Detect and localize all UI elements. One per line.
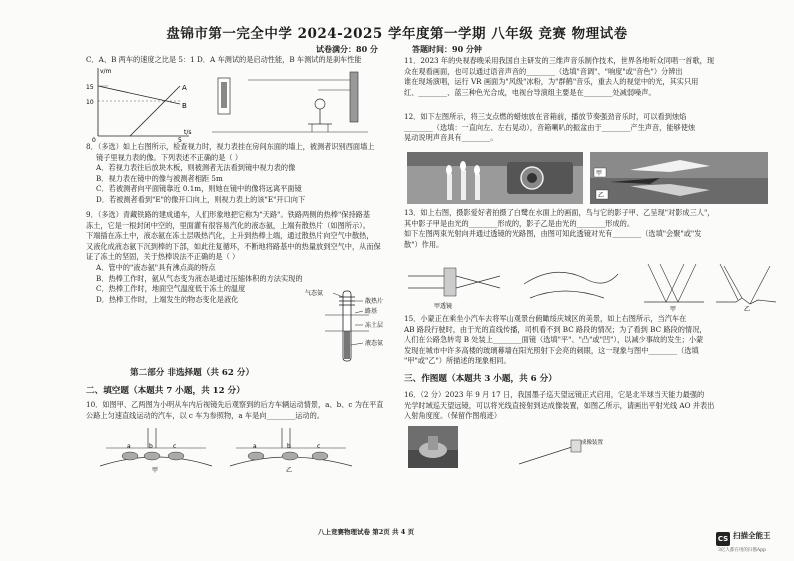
q8-option-b: B．视力表在镜中的像与被测者相距 5m: [96, 173, 223, 183]
telescope-diagram: [515, 432, 615, 468]
label-b: B: [182, 102, 187, 110]
lens-road-figures: [404, 254, 784, 312]
q15-line: 发现在城市中许多高楼的玻璃幕墙在阳光照射下会亮的刺眼，这一现象与图中________（选填: [404, 345, 699, 355]
chart-xlabel: t/s: [184, 129, 192, 136]
label-a: A: [182, 84, 187, 92]
q15-line: 15．小蒙正在乘坐小汽车去将军山观景台俯瞰绥庆城区的美景，如上右图所示，当汽车在: [404, 314, 687, 323]
q9-option-a: A．管中的"液态氨"具有沸点高的特点: [96, 262, 216, 272]
car-label: b: [287, 443, 291, 450]
question-10: [86, 400, 383, 421]
heat-rod-figure: [305, 285, 390, 365]
car-label: c: [173, 443, 177, 450]
question-11: [404, 56, 714, 98]
q8-option-a: A．若视力表往后放块木板，则被测者无法看到镜中视力表的像: [96, 163, 296, 173]
car-label: a: [127, 443, 131, 450]
rod-label-gas: 气态氨: [305, 290, 324, 297]
question-12: [404, 112, 695, 144]
q10-line: 10．如图甲、乙两图为小明从车内后视镜先后观察到的后方车辆运动情景，a、b、c 为在平直: [86, 400, 384, 409]
candles-photo: [407, 152, 583, 204]
mirror-jia: [100, 428, 212, 474]
score-info: 试卷满分：80 分: [316, 44, 378, 54]
q8-line: 镜子里视力表的像。下列表述不正确的是（ ）: [96, 152, 243, 162]
q10-line: 公路上匀速直线运动的汽车，以 c 车为参照物，a 车是向________运动的。: [86, 410, 324, 420]
tick-10: 10: [86, 99, 94, 106]
tick-15: 15: [86, 84, 94, 91]
car-label: a: [253, 443, 257, 450]
q11-line: 11．2023 年的央视春晚采用我国自主研发的三维声音乐制作技术，世界各地听众同唱一首歌，现: [404, 56, 715, 65]
fig16-label: 成像装置: [581, 440, 604, 446]
photo-label-yi: 乙: [598, 192, 605, 199]
q9-option-c: C．热棒工作时，地面空气温度低于冻土的温度: [96, 284, 246, 294]
egret-photo: [590, 152, 768, 204]
caption-jia: 甲: [152, 467, 159, 474]
q8-option-c: C．若被测者向平面镜靠近 0.1m，则她在镜中的像将远离平面镜: [96, 184, 302, 194]
q9-line: 冻土，它是一根封闭中空的，里面灌有很容易汽化的液态氨，上端有散热片（如图所示）。: [86, 220, 370, 230]
vt-chart: [84, 64, 196, 142]
question-15: [404, 314, 706, 367]
q9-line: 又液化成液态氨下沉到棒的下部，如此往复循环，不断地将路基中的热量放到空气中，从而保: [86, 241, 381, 251]
cars-figure: [96, 426, 356, 474]
q13-line: 13．如上右图，摄影爱好者拍摄了白鹭在水面上的画面，鸟与它的影子甲、乙呈现"对影成三人"，: [404, 208, 715, 217]
car-label: c: [317, 443, 321, 450]
q15-line: "甲"或"乙"）所描述的现象相同。: [404, 356, 511, 366]
rod-label-road: 路基: [365, 308, 378, 315]
q11-line: 众在观看画面，也可以通过语音声音的________（选填"音调"、"响度"或"音色"）分辨出: [404, 66, 683, 76]
section-3-heading: 三、作图题（本题共 3 小题，共 6 分）: [404, 374, 557, 384]
car-label: b: [149, 443, 153, 450]
eye-test-figure: [208, 70, 388, 140]
rod-label-liquid: 液态氨: [365, 340, 384, 347]
reflection-label-b: 乙: [744, 306, 751, 312]
q12-line: 晃动说明声音具有________。: [404, 133, 498, 143]
scanner-brand: 扫描全能王: [733, 531, 771, 540]
question-8: [86, 142, 374, 206]
q15-line: AB 路段行驶时，由于光的直线传播，司机看不到 BC 路段的情况；为了看到 BC 路段的情况，: [404, 324, 707, 334]
caption-yi: 乙: [286, 467, 293, 474]
q9-option-d: D．热棒工作时，上端发生的物态变化是液化: [96, 294, 239, 304]
q12-line: ________（选填：一直向左、左右晃动），音箱喇叭的振盆由于________产生声音，能够使烛: [404, 122, 696, 132]
line-a: [98, 86, 180, 104]
lens-label: 甲透镜: [434, 303, 453, 310]
q16-line: 入射角度度。（保留作图痕迹）: [404, 411, 502, 421]
rod-label-fins: 散热片: [365, 298, 384, 305]
scanner-tagline: 3亿人都在用的扫描App: [718, 548, 766, 553]
rod-label-frozen: 冻土层: [365, 322, 384, 329]
telescope-photo: [408, 426, 458, 468]
tick-5: 5: [178, 137, 182, 142]
part-2-heading: 第二部分 非选择题（共 62 分）: [130, 368, 255, 378]
q9-line: 9．（多选）青藏铁路的建成通车，人们形象地把它称为"天路"。铁路两侧的热棒"保持路基: [86, 210, 371, 219]
q13-line: 如下左图两束光射向并通过透镜的光路图，由图可知此透镜对光有________（选填"会聚"或"发: [404, 229, 702, 239]
q16-line: 16．（2 分）2023 年 9 月 17 日，我国墨子巡天望远镜正式启用，它是北半球当天能力最强的: [404, 390, 705, 399]
question-13: [404, 208, 714, 250]
q9-line: 证了冻土的坚固，关于热棒说法不正确的是（ ）: [86, 252, 240, 262]
chart-ylabel: v/m: [100, 68, 112, 75]
q11-line: 谁在现场演唱，运行 VR 画面为"风级"冰粉，为"群鹤"音乐，重去人的视觉中的光，其实只用: [404, 77, 699, 87]
q9-line: 下端插在冻土中，液态氨在冻土层吸热汽化，上升到热棒上端，通过散热片向空气中散热，: [86, 231, 374, 241]
time-info: 答题时间：90 分钟: [412, 44, 482, 54]
q8-option-d: D．若被测者看到"E"的像开口向上，则视力表上的该"E"开口向下: [96, 194, 306, 204]
section-2-heading: 二、填空题（本题共 7 小题，共 12 分）: [86, 386, 245, 396]
q9-option-b: B．热棒工作时，氨从气态变为液态是通过压缩体积的方法实现的: [96, 273, 303, 283]
question-16: [404, 390, 714, 422]
mirror-yi: [230, 428, 352, 474]
q11-line: 红、________、蓝三种色光合成，电视台导演组主要是在________处减弱噪声。: [404, 87, 656, 97]
page-title: 盘锦市第一完全中学 2024-2025 学年度第一学期 八年级 竞赛 物理试卷: [166, 26, 628, 42]
tick-0: 0: [92, 137, 96, 142]
q12-line: 12．如下左图所示，将三支点燃的蜡烛放在音箱前，播放节奏强劲音乐时，可以看到烛焰: [404, 112, 687, 121]
line-b: [130, 86, 180, 136]
page-footer: 八上竞赛物理试卷 第2页 共 4 页: [318, 528, 415, 536]
q8-line: 8．（多选）如上右图所示，检查视力时，视力表挂在房间东面的墙上，被测者识别西面墙上: [86, 142, 375, 151]
q16-line: 光学时域巡天望远镜，可以将光线直接射到达成像装置，如图乙所示，请画出平射光线 AO 并表出: [404, 400, 715, 410]
q13-line: 其中影子甲是由光的________形成的，影子乙是由光的________形成的。: [404, 218, 635, 228]
reflection-label-a: 甲: [670, 306, 677, 312]
q15-line: 人们在公路急转弯 B 处装上________面镜（选填"平"、"凸"或"凹"），以减少事故的发生；小蒙: [404, 335, 704, 345]
q13-line: 散"）作用。: [404, 239, 444, 249]
scanner-logo-icon: CS: [716, 532, 730, 546]
photo-label-jia: 甲: [596, 170, 603, 177]
q7-options-cd: C．A、B 两车的速度之比是 5：1 D．A 车测试的是启动性能，B 车测试的是刹车性能: [86, 55, 362, 64]
